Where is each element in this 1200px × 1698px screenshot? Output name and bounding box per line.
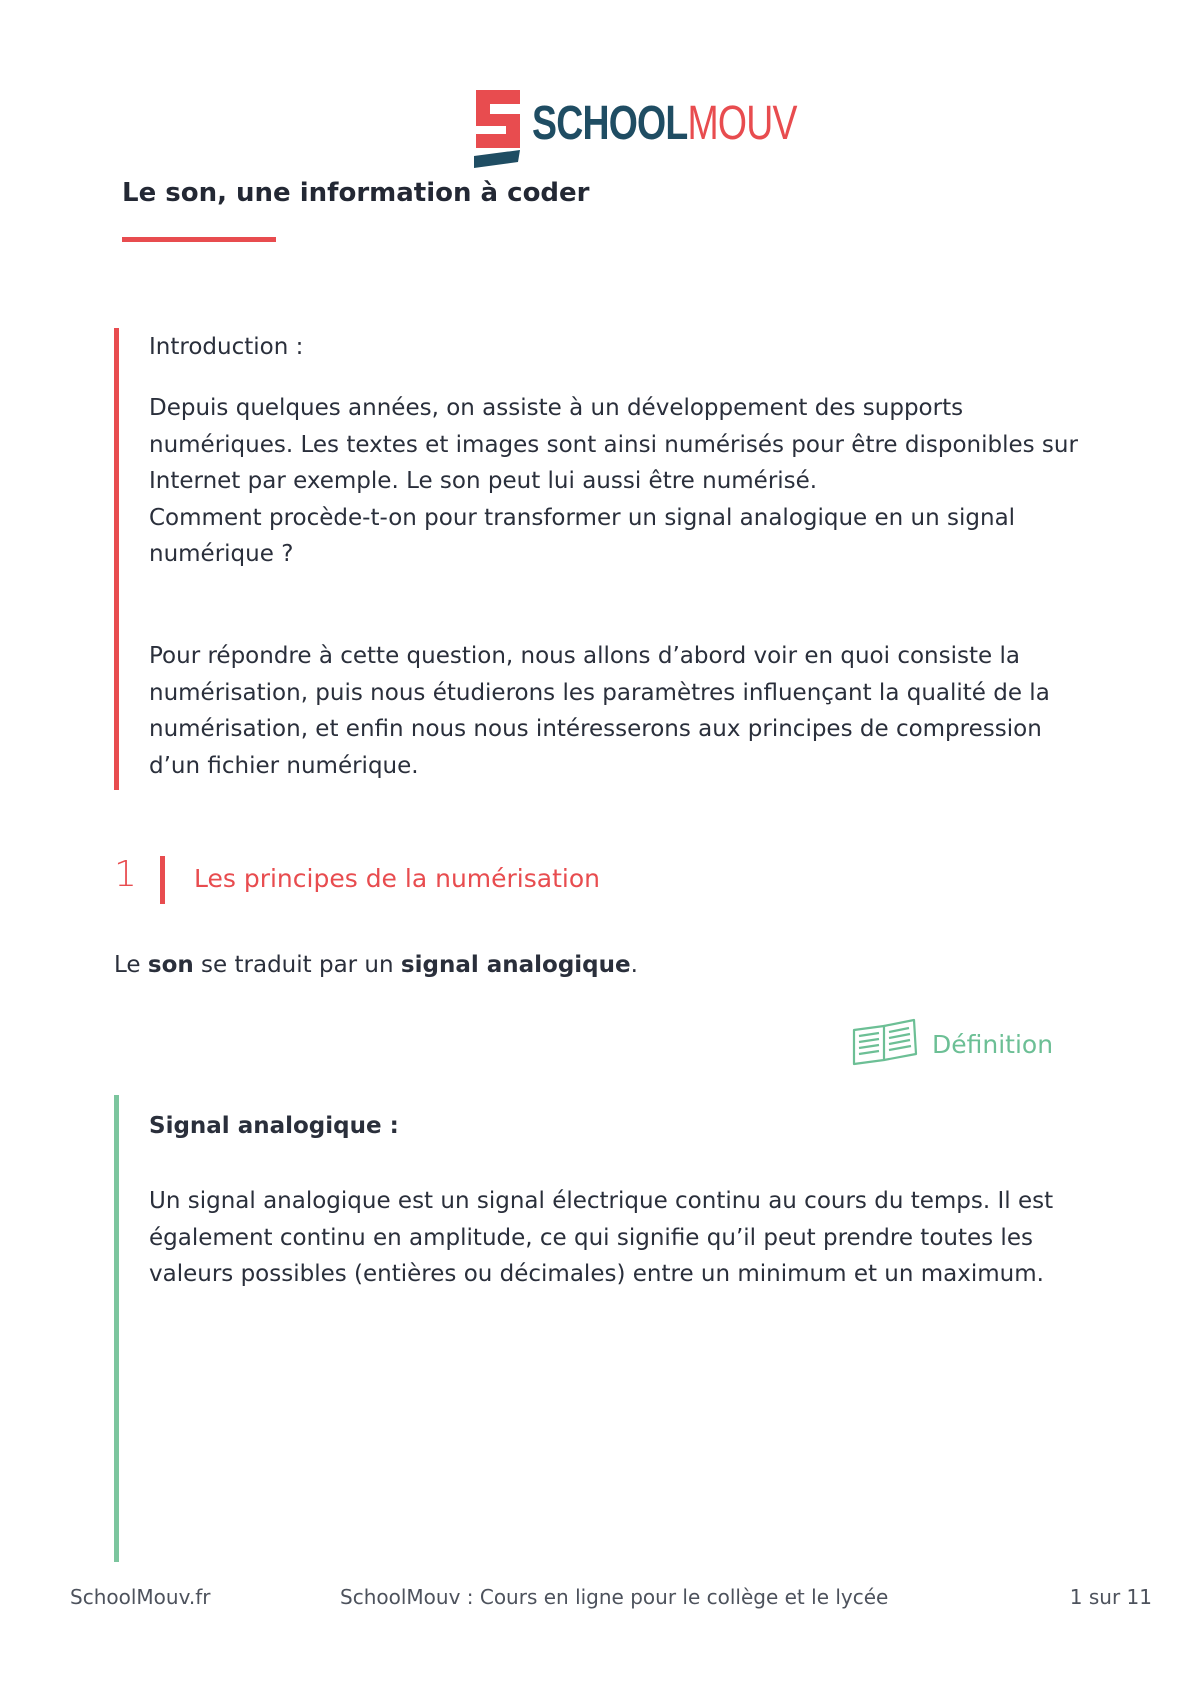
introduction-block <box>114 328 1104 790</box>
section-lead <box>114 952 638 978</box>
title-underline <box>122 237 276 242</box>
footer-tagline: SchoolMouv : Cours en ligne pour le collège et le lycée <box>340 1585 889 1609</box>
lead-text-1: Le <box>114 952 148 978</box>
open-book-icon <box>850 1018 920 1066</box>
footer-page-number: 1 sur 11 <box>1069 1585 1152 1609</box>
definition-block <box>114 1095 1104 1562</box>
introduction-heading: Introduction : <box>149 334 304 360</box>
schoolmouv-logo <box>468 86 797 172</box>
introduction-paragraph-1: Depuis quelques années, on assiste à un développement des supports numériques. Les textes et images sont ainsi numérisés pour être disponibles sur Internet par exemple. Le son peut lui aussi être numérisé. Comment procède-t-on pour transformer un signal analogique en un signal numérique ? <box>149 395 1078 567</box>
definition-heading: Signal analogique : <box>149 1113 399 1139</box>
section-divider <box>160 856 165 904</box>
logo-wordmark <box>532 97 797 150</box>
lead-text-2: se traduit par un <box>193 952 401 978</box>
lead-text-3: . <box>630 952 638 978</box>
document-title: Le son, une information à coder <box>122 178 590 208</box>
lead-bold-2: signal analogique <box>400 952 631 978</box>
lead-bold-1: son <box>147 952 194 978</box>
section-title: Les principes de la numérisation <box>194 864 600 893</box>
page-footer <box>0 1585 1200 1615</box>
footer-site-link[interactable]: SchoolMouv.fr <box>70 1585 211 1609</box>
schoolmouv-s-icon <box>468 86 528 172</box>
section-number: 1 <box>114 854 137 895</box>
definition-label: Définition <box>932 1030 1054 1059</box>
introduction-paragraph-2: Pour répondre à cette question, nous allons d’abord voir en quoi consiste la numérisation, puis nous étudierons les paramètres influençant la qualité de la numérisation, et enfin nous nous intéresserons aux principes de compression d’un fichier numérique. <box>149 643 1050 779</box>
definition-text: Un signal analogique est un signal électrique continu au cours du temps. Il est également continu en amplitude, ce qui signifie qu’il peut prendre toutes les valeurs possibles (entières ou décimales) entre un minimum et un maximum. <box>149 1188 1054 1287</box>
logo-text-mouv: MOUV <box>687 97 797 150</box>
logo-text-school: SCHOOL <box>532 97 688 150</box>
